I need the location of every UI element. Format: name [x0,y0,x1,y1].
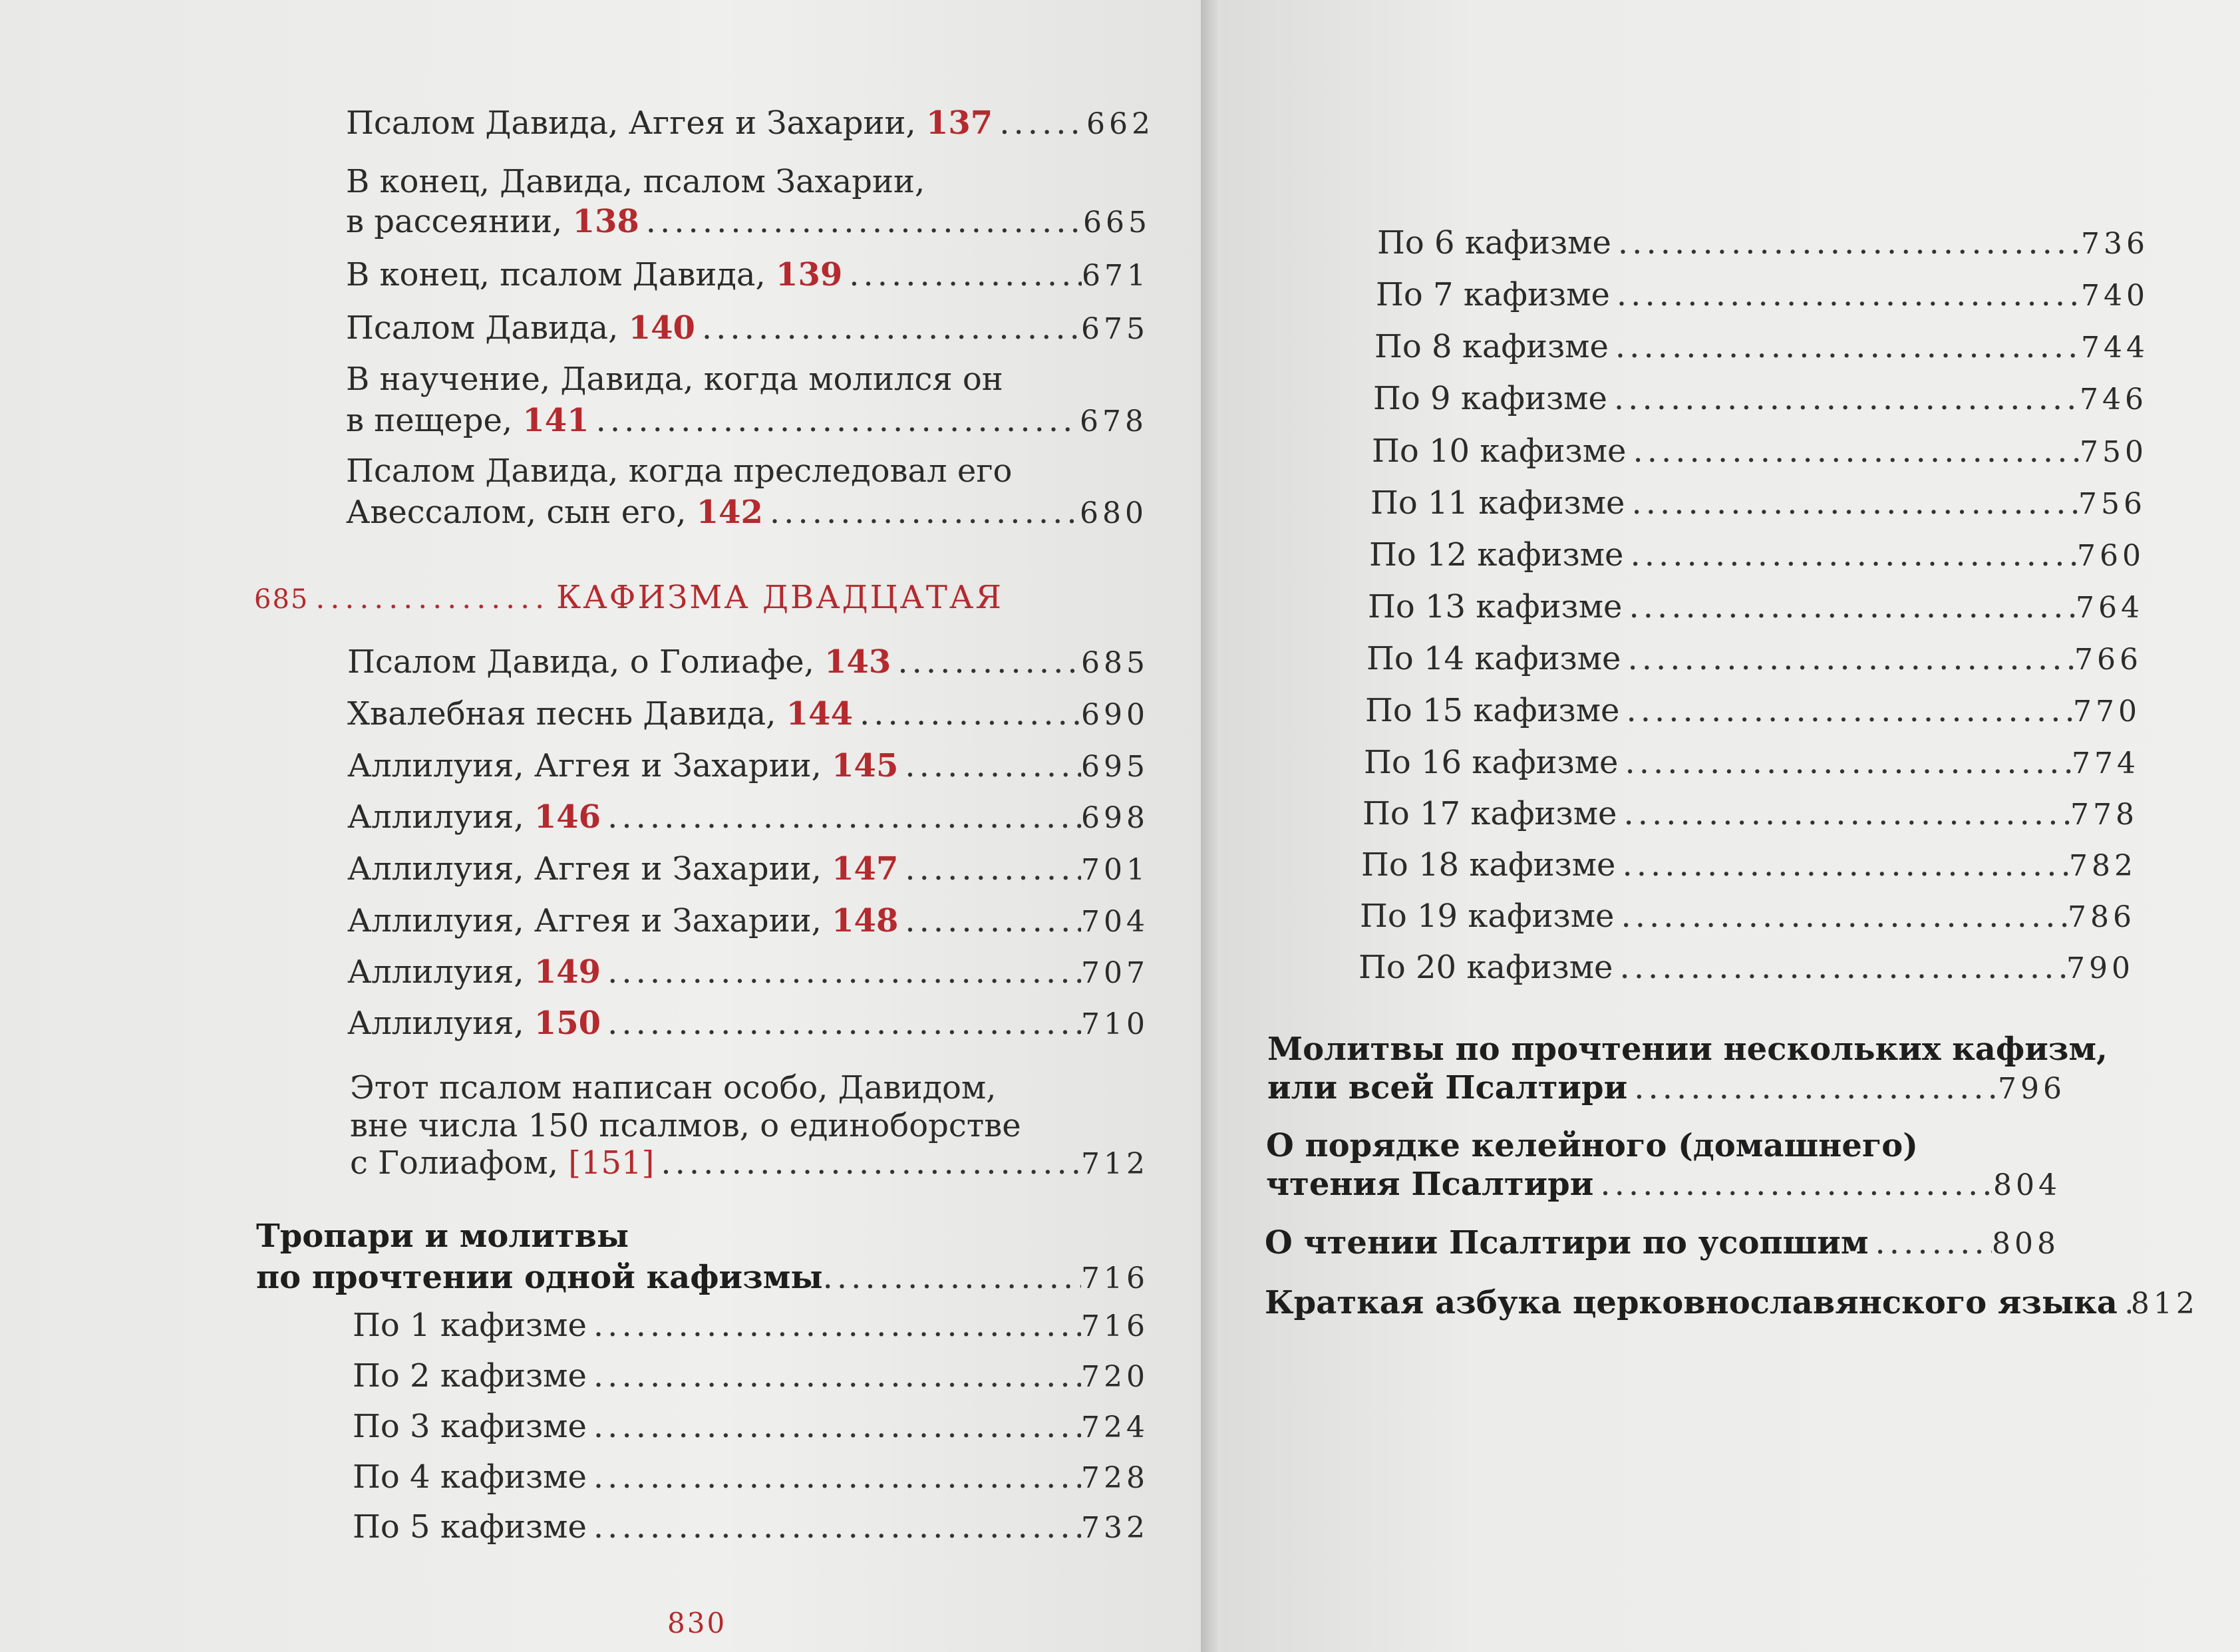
leader-dots [639,202,1083,242]
toc-entry [347,849,1149,890]
leader-dots [587,1406,1081,1446]
page-number: 774 [2072,746,2140,780]
leader-dots [898,746,1081,786]
section-page-number: 685 [254,584,309,615]
leader-dots [1615,845,2069,885]
right-page [1221,0,2240,1652]
entry-title: Хвалебная песнь Давида, 144 [347,695,853,733]
toc-entry [346,401,1148,442]
leader-dots [1626,431,2080,471]
toc-entry [347,642,1149,683]
toc-entry [1359,947,2134,989]
entry-title: В конец, псалом Давида, 139 [346,256,843,293]
entry-title-line: В научение, Давида, когда молился он [346,361,1003,398]
leader-dots [1593,1164,1993,1204]
page-number: 690 [1081,698,1149,732]
psalm-number: 150 [534,1005,601,1042]
toc-entry [1366,639,2142,680]
entry-title: Аллилуия, 146 [347,798,601,836]
toc-entry [346,202,1151,243]
toc-entry [353,1507,1149,1548]
page-number: 770 [2073,695,2141,729]
page-number: 665 [1083,206,1151,240]
leader-dots [898,849,1081,889]
page-number: 796 [1998,1072,2066,1106]
leader-dots [1623,535,2077,575]
page-number: 812 [2130,1287,2199,1321]
entry-title: По 19 кафизме [1360,898,1615,935]
leader-dots [1869,1223,1992,1263]
page-number: 766 [2074,643,2142,677]
psalm-number: 137 [925,104,993,142]
leader-dots [1622,587,2076,627]
leader-dots [1627,1068,1998,1108]
page-number: 704 [1081,905,1149,939]
leader-dots [823,1257,1081,1297]
leader-dots [1617,794,2070,834]
toc-entry [347,797,1149,838]
entry-title: По 3 кафизме [353,1408,587,1445]
toc-entry [346,492,1148,534]
toc-entry-bold [256,1257,1149,1299]
leader-dots [587,1457,1081,1497]
entry-title: По 6 кафизме [1377,224,1611,261]
psalm-number: 140 [628,309,695,347]
entry-title: По 7 кафизме [1376,276,1610,313]
leader-dots [587,1507,1081,1547]
page-number: 744 [2081,331,2149,365]
leader-dots [589,401,1080,440]
page-number: 710 [1081,1007,1149,1041]
leader-dots [2118,1283,2131,1323]
entry-title: По 2 кафизме [353,1357,587,1395]
entry-title: Псалом Давида, о Голиафе, 143 [347,643,891,681]
entry-title: По 5 кафизме [353,1508,587,1546]
page-number: 746 [2080,383,2148,416]
leader-dots [891,642,1081,682]
section-title: КАФИЗМА ДВАДЦАТАЯ [556,579,1004,616]
leader-dots [1613,947,2066,987]
psalm-number: 141 [522,402,589,439]
toc-entry [1369,535,2145,576]
page-number: 695 [1081,750,1149,784]
leader-dots [1621,639,2074,679]
toc-entry-bold [1265,1283,2199,1324]
toc-entry [347,952,1149,993]
toc-entry [353,1406,1149,1448]
page-number: 680 [1080,496,1148,530]
leader-dots [601,1003,1081,1043]
entry-title: О чтении Псалтири по усопшим [1265,1224,1869,1261]
psalm-number: 138 [572,203,639,240]
leader-dots [1625,483,2078,523]
entry-title-line: Псалом Давида, когда преследовал его [346,452,1013,490]
toc-entry-bold [1265,1223,2060,1264]
entry-title: Аллилуия, 149 [347,953,601,991]
leader-dots [601,797,1081,837]
entry-title: По 8 кафизме [1374,328,1609,365]
page-number: 675 [1081,312,1149,346]
page-number: 662 [1086,107,1154,141]
toc-entry [1362,794,2138,835]
toc-entry [1372,431,2148,472]
psalm-number: 139 [776,256,843,293]
toc-entry-bold [1267,1068,2066,1109]
leader-dots [842,255,1082,295]
page-number: 782 [2069,849,2137,883]
toc-entry [1370,483,2146,524]
section-entry-line: Молитвы по прочтении нескольких кафизм, [1267,1031,2108,1068]
entry-title: По 15 кафизме [1365,692,1620,729]
toc-entry [1373,379,2148,420]
toc-entry [347,901,1149,942]
book-gutter [1201,0,1221,1652]
leader-dots [853,694,1081,734]
leader-dots [763,492,1080,532]
toc-entry [1361,845,2137,886]
entry-title: По 10 кафизме [1372,432,1627,470]
toc-entry [1376,275,2149,316]
toc-entry [346,103,1154,144]
toc-entry [353,1356,1149,1397]
toc-entry [353,1457,1149,1498]
psalm-number: 145 [832,747,899,784]
toc-entry [1374,327,2149,368]
entry-title: По 17 кафизме [1362,795,1617,832]
page-number: 736 [2081,227,2149,261]
page-folio-number: 830 [667,1607,727,1639]
entry-title: По 13 кафизме [1368,588,1623,625]
page-number: 724 [1081,1410,1149,1444]
page-number: 716 [1081,1261,1149,1295]
toc-entry [353,1305,1149,1347]
entry-title: Авессалом, сын его, 142 [346,494,763,531]
entry-title: По 4 кафизме [353,1458,587,1496]
entry-title: в рассеянии, 138 [346,203,639,240]
page-number: 756 [2078,487,2146,521]
leader-dots [1610,275,2081,315]
page-number: 701 [1081,853,1149,887]
entry-title: с Голиафом, [151] [350,1144,655,1182]
entry-title: или всей Псалтири [1267,1069,1628,1106]
toc-entry [347,1003,1149,1045]
entry-title: Аллилуия, Аггея и Захарии, 145 [347,747,899,784]
toc-entry [350,1143,1149,1184]
psalm-number: 143 [824,643,891,681]
toc-entry [347,694,1149,735]
psalm-number: 148 [832,902,899,939]
page-number: 732 [1081,1511,1149,1545]
leader-dots [654,1143,1081,1183]
entry-title: по прочтении одной кафизмы [256,1259,823,1296]
section-leader-dots: ................ [315,581,550,615]
toc-entry [346,308,1149,349]
leader-dots [1611,223,2081,263]
section-entry-line: Тропари и молитвы [256,1218,629,1255]
section-heading [254,579,1003,616]
entry-title: По 20 кафизме [1359,949,1613,986]
leader-dots [601,952,1081,992]
page-number: 778 [2070,798,2138,832]
entry-title: Аллилуия, 150 [347,1005,601,1042]
page-number: 707 [1081,956,1149,990]
page-number: 698 [1081,801,1149,835]
page-number: 786 [2068,900,2136,934]
toc-entry [1364,743,2140,784]
leader-dots [1614,896,2068,936]
psalm-number: 149 [534,953,601,991]
entry-title: Краткая азбука церковнославянского языка [1265,1284,2118,1321]
entry-title: По 9 кафизме [1373,380,1607,417]
toc-entry [1368,587,2144,628]
toc-entry [347,746,1149,787]
page-number: 712 [1081,1147,1149,1181]
entry-title: По 11 кафизме [1370,484,1625,522]
toc-entry [1360,896,2136,937]
leader-dots [1607,379,2080,418]
leader-dots [695,308,1081,348]
page-number: 740 [2081,279,2149,313]
entry-title: По 12 кафизме [1369,536,1624,574]
leader-dots [993,103,1086,143]
page-number: 728 [1081,1461,1149,1495]
leader-dots [1619,691,2073,731]
page-number: 720 [1081,1360,1149,1394]
page-number: 804 [1993,1168,2061,1202]
toc-entry [1377,223,2149,264]
entry-title: Аллилуия, Аггея и Захарии, 147 [347,850,899,888]
leader-dots [898,901,1081,941]
entry-title: По 14 кафизме [1366,640,1621,677]
psalm-number: [151] [568,1144,655,1182]
page-number: 750 [2080,435,2148,469]
psalm-number: 144 [786,695,853,733]
entry-title-line: В конец, Давида, псалом Захарии, [346,163,925,200]
leader-dots [587,1305,1081,1345]
toc-entry [346,255,1150,296]
page-number: 671 [1082,259,1150,293]
leader-dots [1609,327,2081,367]
leader-dots [587,1356,1081,1396]
entry-title-line: вне числа 150 псалмов, о единоборстве [350,1107,1021,1144]
entry-title: Псалом Давида, 140 [346,309,695,347]
psalm-number: 147 [832,850,899,888]
entry-title-line: Этот псалом написан особо, Давидом, [350,1069,997,1106]
entry-title: в пещере, 141 [346,402,589,439]
entry-title: По 18 кафизме [1361,846,1616,884]
page-number: 808 [1992,1227,2060,1261]
toc-entry [1365,691,2141,732]
page-number: 760 [2077,539,2145,573]
page-number: 764 [2076,591,2144,625]
entry-title: По 1 кафизме [353,1307,587,1344]
psalm-number: 146 [534,798,601,836]
leader-dots [1618,743,2072,782]
entry-title: Аллилуия, Аггея и Захарии, 148 [347,902,899,939]
toc-entry-bold [1266,1164,2061,1206]
entry-title: По 16 кафизме [1364,744,1619,781]
page-number: 685 [1081,646,1149,680]
psalm-number: 142 [696,494,763,531]
page-number: 790 [2066,951,2134,985]
page-number: 678 [1080,405,1148,438]
entry-title: чтения Псалтири [1266,1166,1594,1203]
page-number: 716 [1081,1309,1149,1343]
section-entry-line: О порядке келейного (домашнего) [1266,1127,1918,1164]
entry-title: Псалом Давида, Аггея и Захарии, 137 [346,104,993,142]
